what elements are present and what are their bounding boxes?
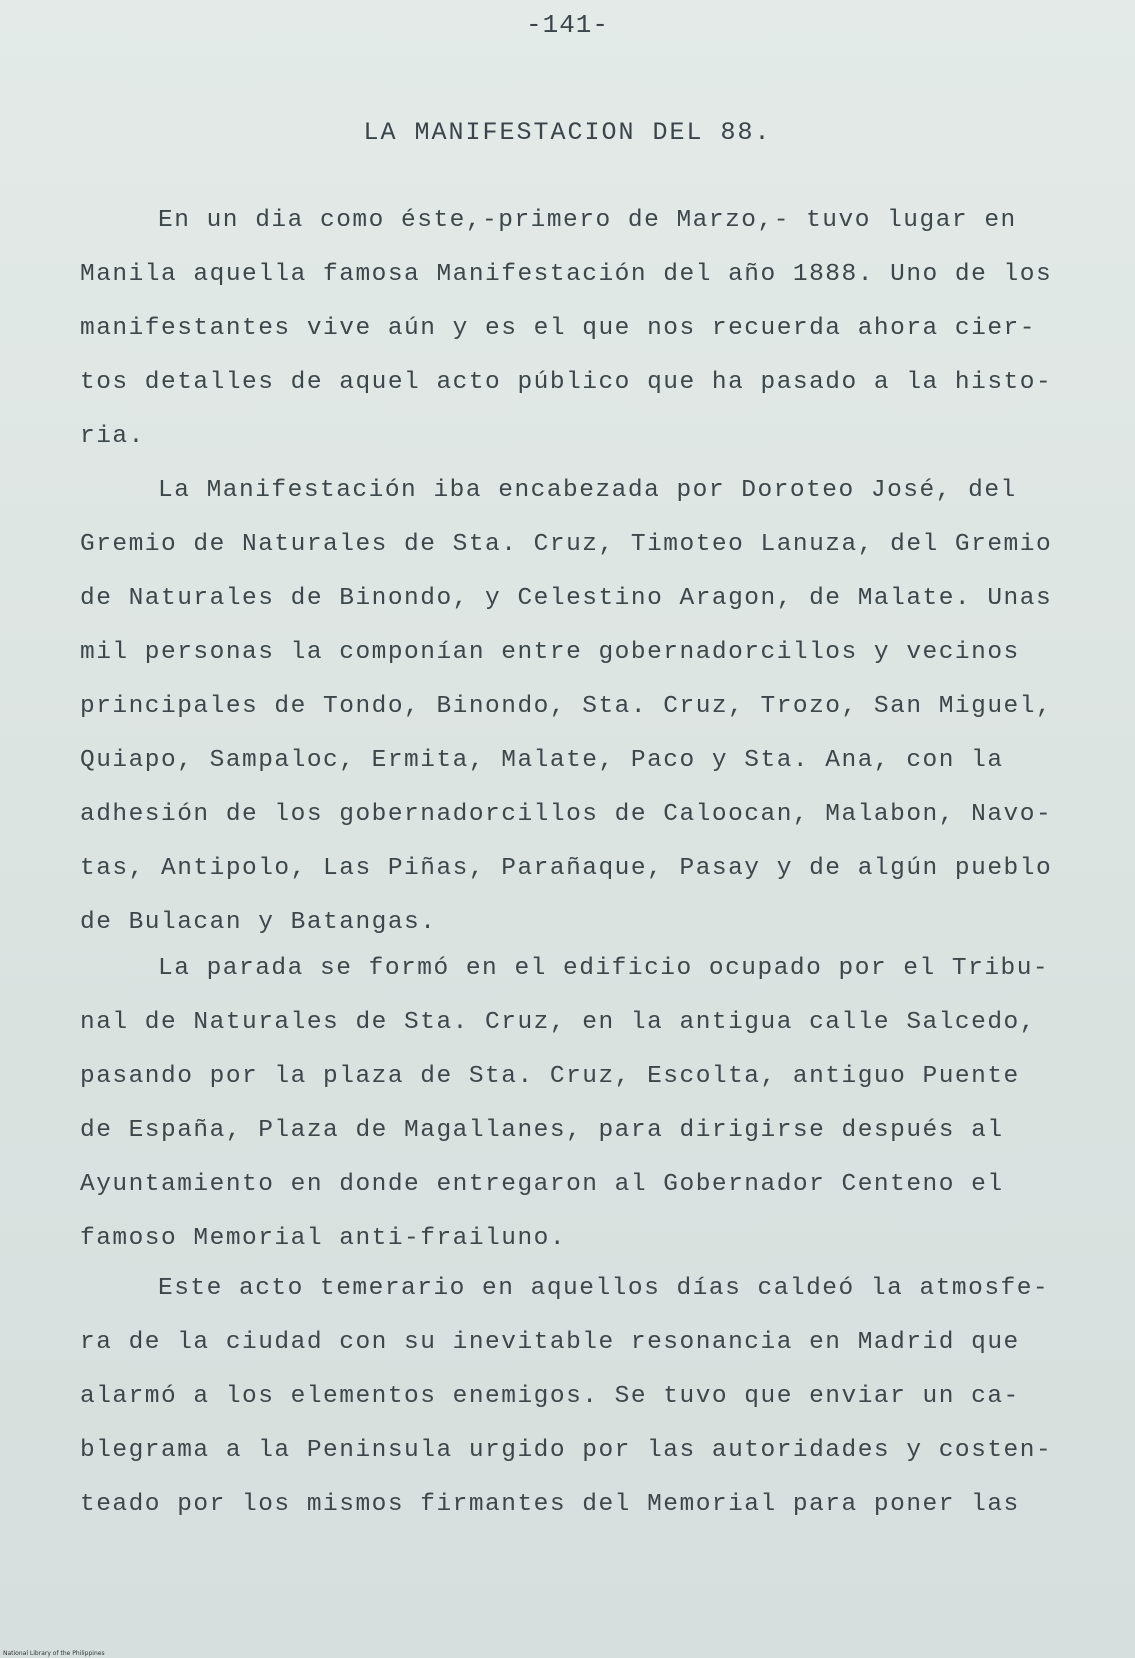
text-line: tas, Antipolo, Las Piñas, Parañaque, Pasay y de algún pueblo xyxy=(80,855,1053,882)
text-line: En un dia como éste,-primero de Marzo,- tuvo lugar en xyxy=(158,207,1017,234)
text-line: La parada se formó en el edificio ocupado por el Tribu- xyxy=(158,955,1050,982)
text-line: Manila aquella famosa Manifestación del año 1888. Uno de los xyxy=(80,261,1053,288)
text-line: adhesión de los gobernadorcillos de Caloocan, Malabon, Navo- xyxy=(80,801,1053,828)
document-title: LA MANIFESTACION DEL 88. xyxy=(363,118,772,147)
text-line: ria. xyxy=(80,423,145,450)
text-line: pasando por la plaza de Sta. Cruz, Escolta, antiguo Puente xyxy=(80,1063,1020,1090)
text-line: Ayuntamiento en donde entregaron al Gobernador Centeno el xyxy=(80,1171,1004,1198)
text-line: alarmó a los elementos enemigos. Se tuvo que enviar un ca- xyxy=(80,1383,1020,1410)
text-line: La Manifestación iba encabezada por Doroteo José, del xyxy=(158,477,1017,504)
text-line: Gremio de Naturales de Sta. Cruz, Timoteo Lanuza, del Gremio xyxy=(80,531,1053,558)
text-line: nal de Naturales de Sta. Cruz, en la antigua calle Salcedo, xyxy=(80,1009,1036,1036)
archive-credit: National Library of the Philippines xyxy=(3,1650,105,1657)
text-line: famoso Memorial anti-frailuno. xyxy=(80,1225,567,1252)
text-line: de Naturales de Binondo, y Celestino Aragon, de Malate. Unas xyxy=(80,585,1053,612)
text-line: ra de la ciudad con su inevitable resonancia en Madrid que xyxy=(80,1329,1020,1356)
text-line: principales de Tondo, Binondo, Sta. Cruz, Trozo, San Miguel, xyxy=(80,693,1053,720)
text-line: Quiapo, Sampaloc, Ermita, Malate, Paco y Sta. Ana, con la xyxy=(80,747,1004,774)
text-line: teado por los mismos firmantes del Memorial para poner las xyxy=(80,1491,1020,1518)
text-line: de España, Plaza de Magallanes, para dirigirse después al xyxy=(80,1117,1004,1144)
paragraph-1 xyxy=(80,194,1070,464)
text-line: manifestantes vive aún y es el que nos recuerda ahora cier- xyxy=(80,315,1036,342)
text-line: de Bulacan y Batangas. xyxy=(80,909,437,936)
page-number: -141- xyxy=(525,10,609,40)
paragraph-3 xyxy=(80,942,1070,1266)
text-line: mil personas la componían entre gobernadorcillos y vecinos xyxy=(80,639,1020,666)
paragraph-4 xyxy=(80,1262,1070,1532)
text-line: blegrama a la Peninsula urgido por las autoridades y costen- xyxy=(80,1437,1053,1464)
text-line: tos detalles de aquel acto público que ha pasado a la histo- xyxy=(80,369,1053,396)
paragraph-2 xyxy=(80,464,1070,950)
text-line: Este acto temerario en aquellos días caldeó la atmosfe- xyxy=(158,1275,1050,1302)
